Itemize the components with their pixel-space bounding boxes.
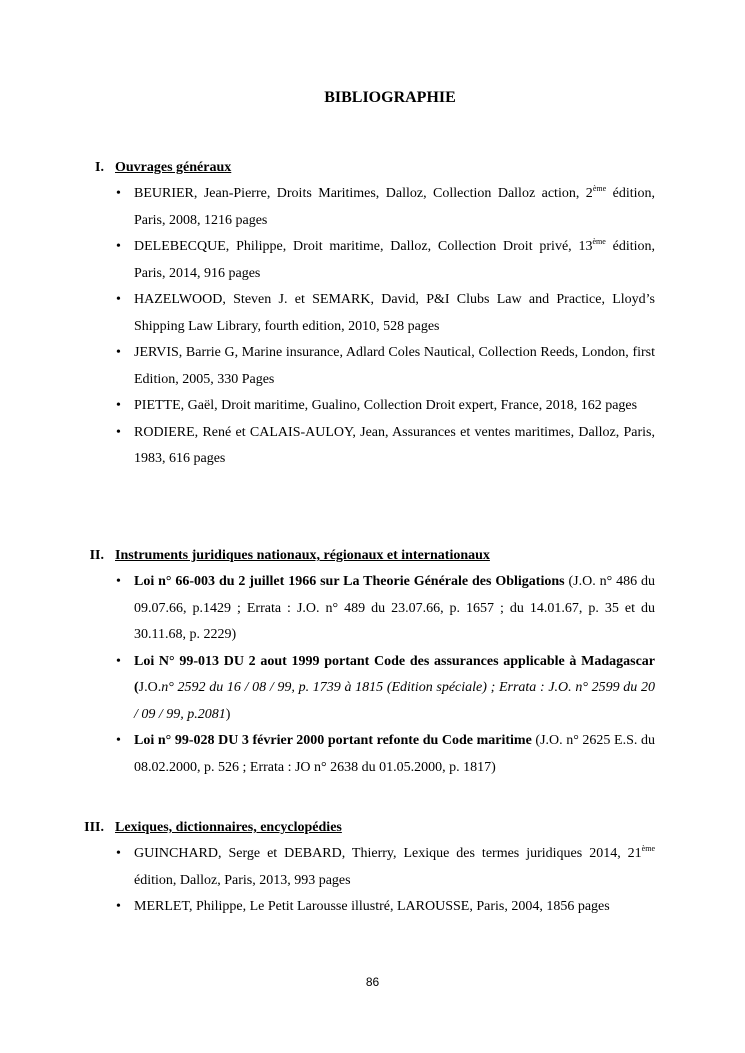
section-number: II. <box>89 548 104 563</box>
page-number: 86 <box>365 975 380 989</box>
section-number: I. <box>95 160 104 175</box>
section-lexiques <box>0 820 745 921</box>
bibliography-list <box>0 569 745 781</box>
section-title: Lexiques, dictionnaires, encyclopédies <box>115 820 342 835</box>
section-number: III. <box>84 820 104 835</box>
page-title: BIBLIOGRAPHIE <box>324 89 456 106</box>
bibliography-list <box>0 841 745 921</box>
section-title: Instruments juridiques nationaux, régionaux et internationaux <box>115 548 490 563</box>
bibliography-entry: • DELEBECQUE, Philippe, Droit maritime, Dalloz, Collection Droit privé, 13ème édition, Paris, 2014, 916 pages <box>134 234 655 287</box>
bibliography-entry: • Loi N° 99-013 DU 2 aout 1999 portant Code des assurances applicable à Madagascar (J.O.n° 2592 du 16 / 08 / 99, p. 1739 à 1815 (Edition spéciale) ; Errata : J.O. n° 2599 du 20 / 09 / 99, p.2081) <box>134 649 655 729</box>
bibliography-entry: • HAZELWOOD, Steven J. et SEMARK, David, P&I Clubs Law and Practice, Lloyd’s Shipping Law Library, fourth edition, 2010, 528 pages <box>134 287 655 340</box>
bibliography-entry: • PIETTE, Gaël, Droit maritime, Gualino, Collection Droit expert, France, 2018, 162 pages <box>134 393 655 420</box>
bibliography-entry: • BEURIER, Jean-Pierre, Droits Maritimes, Dalloz, Collection Dalloz action, 2ème édition, Paris, 2008, 1216 pages <box>134 181 655 234</box>
bibliography-entry: • JERVIS, Barrie G, Marine insurance, Adlard Coles Nautical, Collection Reeds, London, first Edition, 2005, 330 Pages <box>134 340 655 393</box>
bibliography-entry: • Loi n° 66-003 du 2 juillet 1966 sur La Theorie Générale des Obligations (J.O. n° 486 du 09.07.66, p.1429 ; Errata : J.O. n° 489 du 23.07.66, p. 1657 ; du 14.01.67, p. 35 et du 30.11.68, p. 2229) <box>134 569 655 649</box>
bibliography-list <box>0 181 745 473</box>
bibliography-entry: • GUINCHARD, Serge et DEBARD, Thierry, Lexique des termes juridiques 2014, 21ème édition, Dalloz, Paris, 2013, 993 pages <box>134 841 655 894</box>
section-heading <box>0 160 745 180</box>
bibliography-entry: • Loi n° 99-028 DU 3 février 2000 portant refonte du Code maritime (J.O. n° 2625 E.S. du 08.02.2000, p. 526 ; Errata : JO n° 2638 du 01.05.2000, p. 1817) <box>134 728 655 781</box>
section-heading <box>0 548 745 568</box>
section-heading <box>0 820 745 840</box>
section-title: Ouvrages généraux <box>115 160 232 175</box>
section-ouvrages-generaux <box>0 160 745 473</box>
bibliography-entry: • MERLET, Philippe, Le Petit Larousse illustré, LAROUSSE, Paris, 2004, 1856 pages <box>134 894 655 921</box>
bibliography-entry: • RODIERE, René et CALAIS-AULOY, Jean, Assurances et ventes maritimes, Dalloz, Paris, 1983, 616 pages <box>134 420 655 473</box>
section-instruments-juridiques <box>0 548 745 781</box>
